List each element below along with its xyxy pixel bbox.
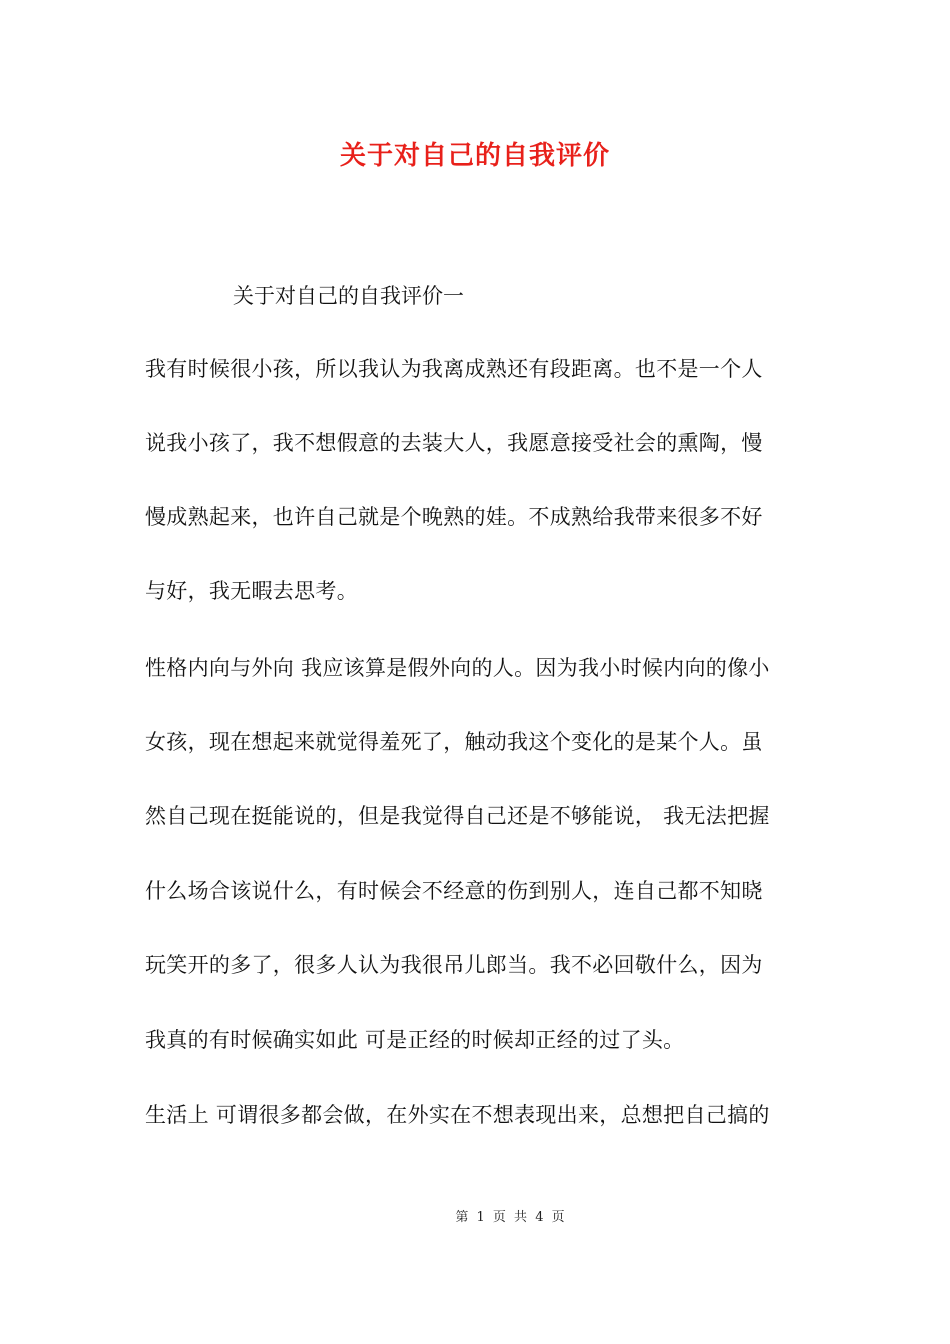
body-line: 女孩，现在想起来就觉得羞死了，触动我这个变化的是某个人。虽 [145,730,763,754]
body-line: 我有时候很小孩，所以我认为我离成熟还有段距离。也不是一个人 [145,357,763,381]
body-line: 与好，我无暇去思考。 [145,579,358,603]
body-line: 我真的有时候确实如此 可是正经的时候却正经的过了头。 [145,1028,685,1052]
body-line: 什么场合该说什么，有时候会不经意的伤到别人，连自己都不知晓 [145,879,763,903]
body-line: 生活上 可谓很多都会做，在外实在不想表现出来，总想把自己搞的 [145,1103,770,1127]
body-line: 说我小孩了，我不想假意的去装大人，我愿意接受社会的熏陶，慢 [145,431,763,455]
body-line: 性格内向与外向 我应该算是假外向的人。因为我小时候内向的像小 [145,656,770,680]
document-title: 关于对自己的自我评价 [339,141,610,171]
page-number-footer: 第 1 页 共 4 页 [455,1210,565,1225]
body-line: 玩笑开的多了，很多人认为我很吊儿郎当。我不必回敬什么，因为 [145,953,763,977]
section-heading: 关于对自己的自我评价一 [233,284,464,308]
body-line: 然自己现在挺能说的，但是我觉得自己还是不够能说， 我无法把握 [145,804,770,828]
body-line: 慢成熟起来，也许自己就是个晚熟的娃。不成熟给我带来很多不好 [145,505,763,529]
